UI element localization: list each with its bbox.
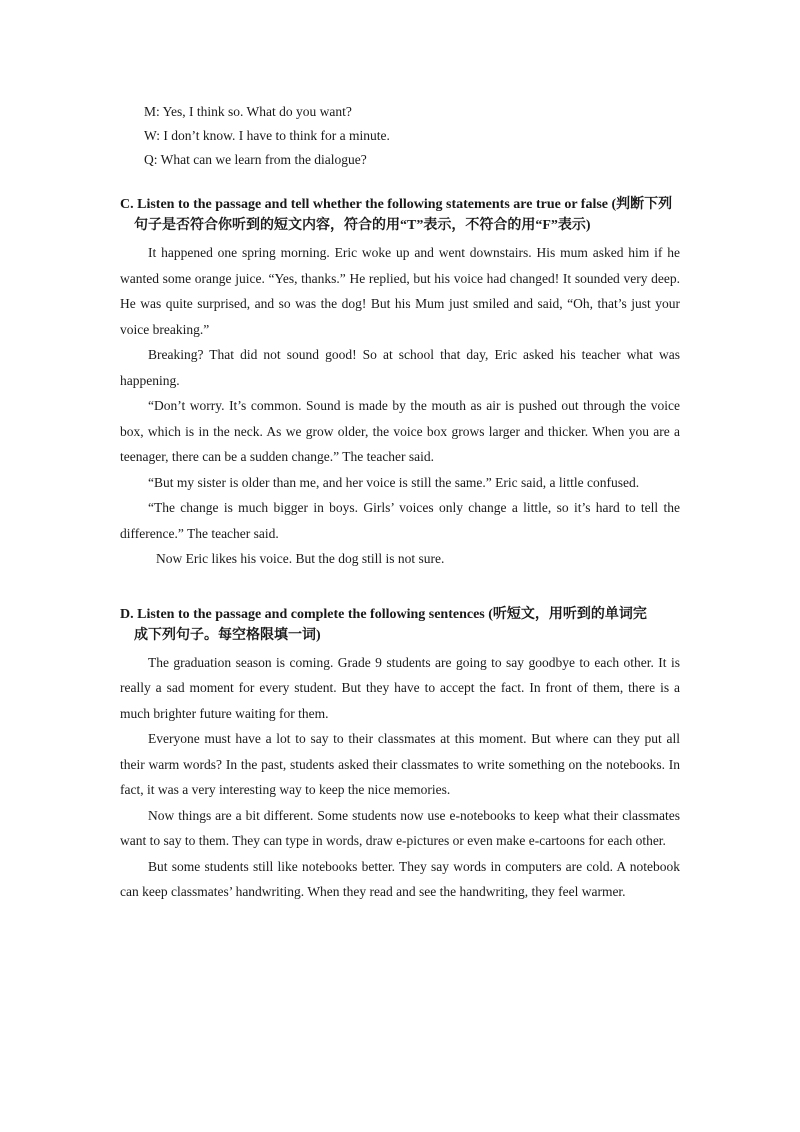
section-d-heading: [120, 604, 680, 646]
paragraph: Now things are a bit different. Some students now use e-notebooks to keep what their classmates want to say to them. They can type in words, draw e-pictures or even make e-cartoons for each other.: [120, 807, 680, 848]
section-spacer: [120, 572, 680, 582]
paragraph: Now Eric likes his voice. But the dog still is not sure.: [156, 551, 445, 566]
section-c-heading: [120, 194, 680, 236]
paragraph: The graduation season is coming. Grade 9 students are going to say goodbye to each other. It is really a sad moment for every student. But they have to accept the fact. In front of them, there is a much brighter future waiting for them.: [120, 654, 680, 721]
section-c-passage: [120, 240, 680, 572]
paragraph: It happened one spring morning. Eric woke up and went downstairs. His mum asked him if he wanted some orange juice. “Yes, thanks.” He replied, but his voice had changed! It sounded very deep. He was quite surprised, and so was the dog! But his Mum just smiled and said, “Oh, that’s just your voice breaking.”: [120, 245, 680, 337]
section-c-heading-line2: 句子是否符合你听到的短文内容，符合的用“T”表示，不符合的用“F”表示): [134, 218, 591, 233]
dialogue-block: [120, 100, 680, 172]
document-page: [120, 100, 680, 905]
paragraph: “But my sister is older than me, and her voice is still the same.” Eric said, a little confused.: [148, 474, 640, 490]
paragraph: But some students still like notebooks better. They say words in computers are cold. A notebook can keep classmates’ handwriting. When they read and see the handwriting, they feel warmer.: [120, 858, 680, 899]
dialogue-line: Q: What can we learn from the dialogue?: [144, 152, 367, 167]
section-d-heading-line2: 成下列句子。每空格限填一词): [134, 627, 321, 643]
section-d-heading-line1: D. Listen to the passage and complete the following sentences (听短文，用听到的单词完: [120, 606, 647, 622]
section-d-passage: [120, 650, 680, 905]
section-c-heading-line1: C. Listen to the passage and tell whether the following statements are true or false (判断下列: [120, 197, 673, 212]
paragraph: Breaking? That did not sound good! So at school that day, Eric asked his teacher what was happening.: [120, 347, 680, 388]
paragraph: Everyone must have a lot to say to their classmates at this moment. But where can they put all their warm words? In the past, students asked their classmates to write something on the notebooks. In fact, it was a very interesting way to keep the nice memories.: [120, 731, 680, 797]
dialogue-line: M: Yes, I think so. What do you want?: [144, 104, 352, 119]
paragraph: “Don’t worry. It’s common. Sound is made by the mouth as air is pushed out through the voice box, which is in the neck. As we grow older, the voice box grows larger and thicker. When you are a teenager, there can be a sudden change.” The teacher said.: [120, 398, 680, 464]
paragraph: “The change is much bigger in boys. Girls’ voices only change a little, so it’s hard to tell the difference.” The teacher said.: [120, 500, 680, 541]
dialogue-line: W: I don’t know. I have to think for a minute.: [144, 128, 390, 143]
